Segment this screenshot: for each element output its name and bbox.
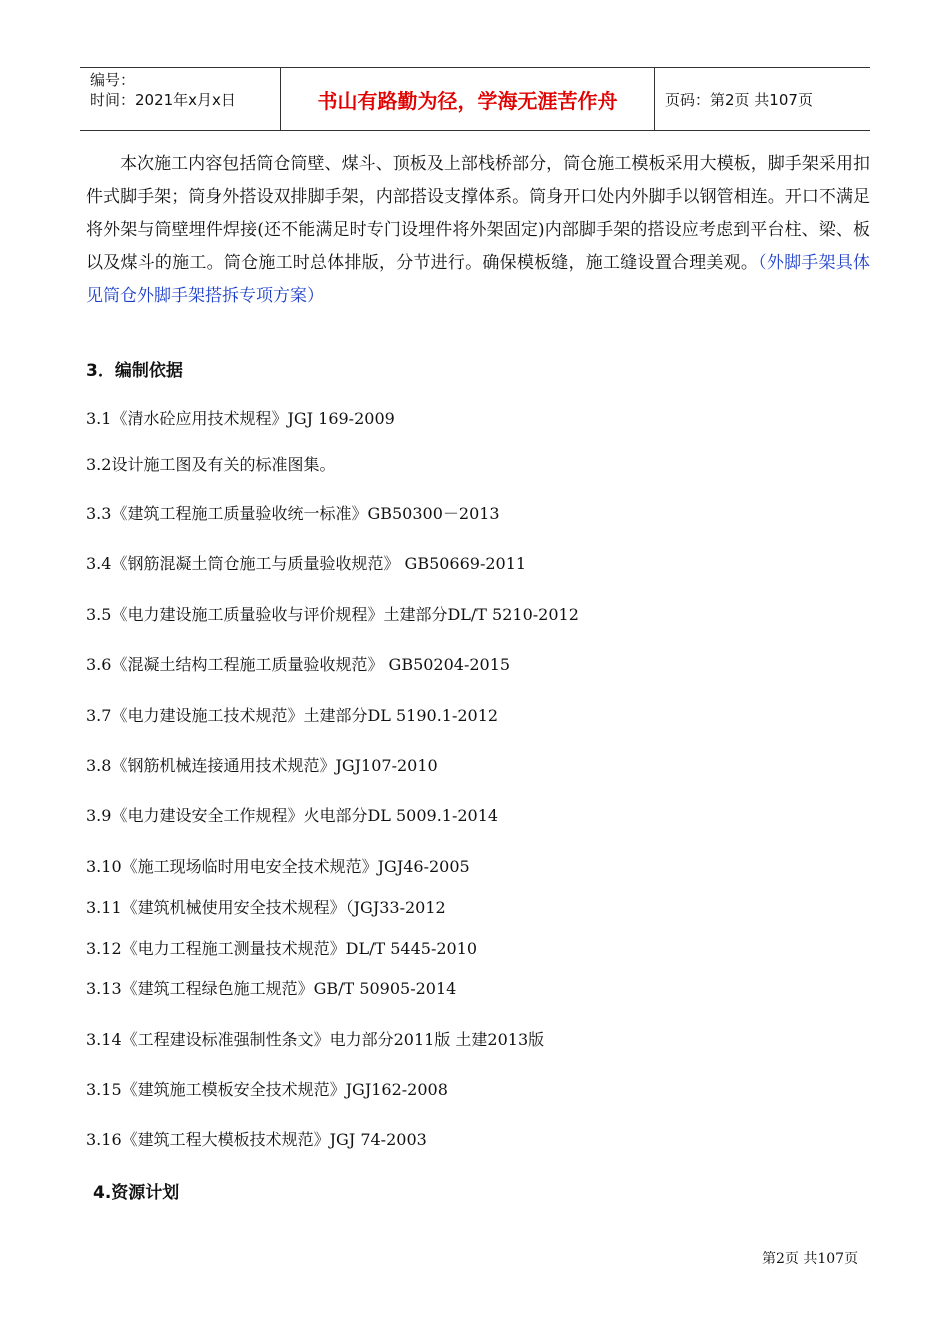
reference-item: 3.1《清水砼应用技术规程》JGJ 169-2009 — [86, 409, 395, 428]
reference-item: 3.10《施工现场临时用电安全技术规范》JGJ46-2005 — [86, 857, 470, 876]
reference-item: 3.9《电力建设安全工作规程》火电部分DL 5009.1-2014 — [86, 806, 499, 825]
reference-item: 3.4《钢筋混凝土筒仓施工与质量验收规范》 GB50669-2011 — [86, 554, 527, 573]
reference-item: 3.8《钢筋机械连接通用技术规范》JGJ107-2010 — [86, 756, 438, 775]
reference-item: 3.11《建筑机械使用安全技术规程》（JGJ33-2012 — [86, 898, 446, 917]
header-motto: 书山有路勤为径，学海无涯苦作舟 — [281, 68, 655, 130]
reference-item: 3.3《建筑工程施工质量验收统一标准》GB50300－2013 — [86, 504, 500, 523]
reference-item: 3.5《电力建设施工质量验收与评价规程》土建部分DL/T 5210-2012 — [86, 605, 579, 624]
section-3-heading: 3．编制依据 — [86, 361, 183, 381]
reference-item: 3.7《电力建设施工技术规范》土建部分DL 5190.1-2012 — [86, 706, 499, 725]
reference-item: 3.13《建筑工程绿色施工规范》GB/T 50905-2014 — [86, 979, 457, 998]
reference-item: 3.12《电力工程施工测量技术规范》DL/T 5445-2010 — [86, 939, 478, 958]
page-header — [80, 67, 870, 131]
intro-paragraph — [86, 148, 870, 313]
reference-item: 3.2设计施工图及有关的标准图集。 — [86, 455, 336, 474]
reference-item: 3.15《建筑施工模板安全技术规范》JGJ162-2008 — [86, 1080, 448, 1099]
reference-item: 3.14《工程建设标准强制性条文》电力部分2011版 土建2013版 — [86, 1030, 545, 1049]
page-footer: 第2页 共107页 — [762, 1251, 859, 1267]
section-4-heading: 4.资源计划 — [93, 1183, 180, 1203]
document-time: 时间：2021年x月x日 — [90, 91, 236, 109]
header-meta — [80, 68, 281, 130]
reference-item: 3.6《混凝土结构工程施工质量验收规范》 GB50204-2015 — [86, 655, 511, 674]
document-number-label: 编号： — [90, 71, 136, 89]
header-page-info: 页码：第2页 共107页 — [665, 90, 813, 109]
intro-note: （外脚手架具体见筒仓外脚手架搭拆专项方案） — [86, 253, 871, 306]
reference-item: 3.16《建筑工程大模板技术规范》JGJ 74-2003 — [86, 1130, 427, 1149]
intro-text: 本次施工内容包括筒仓筒壁、煤斗、顶板及上部栈桥部分，筒仓施工模板采用大模板，脚手架采用扣件式脚手架；筒身外搭设双排脚手架，内部搭设支撑体系。筒身开口处内外脚手以钢管相连。开口不满足将外架与筒壁埋件焊接(还不能满足时专门设埋件将外架固定)内部脚手架的搭设应考虑到平台柱、梁、板以及煤斗的施工。筒仓施工时总体排版，分节进行。确保模板缝，施工缝设置合理美观。 — [86, 154, 870, 273]
